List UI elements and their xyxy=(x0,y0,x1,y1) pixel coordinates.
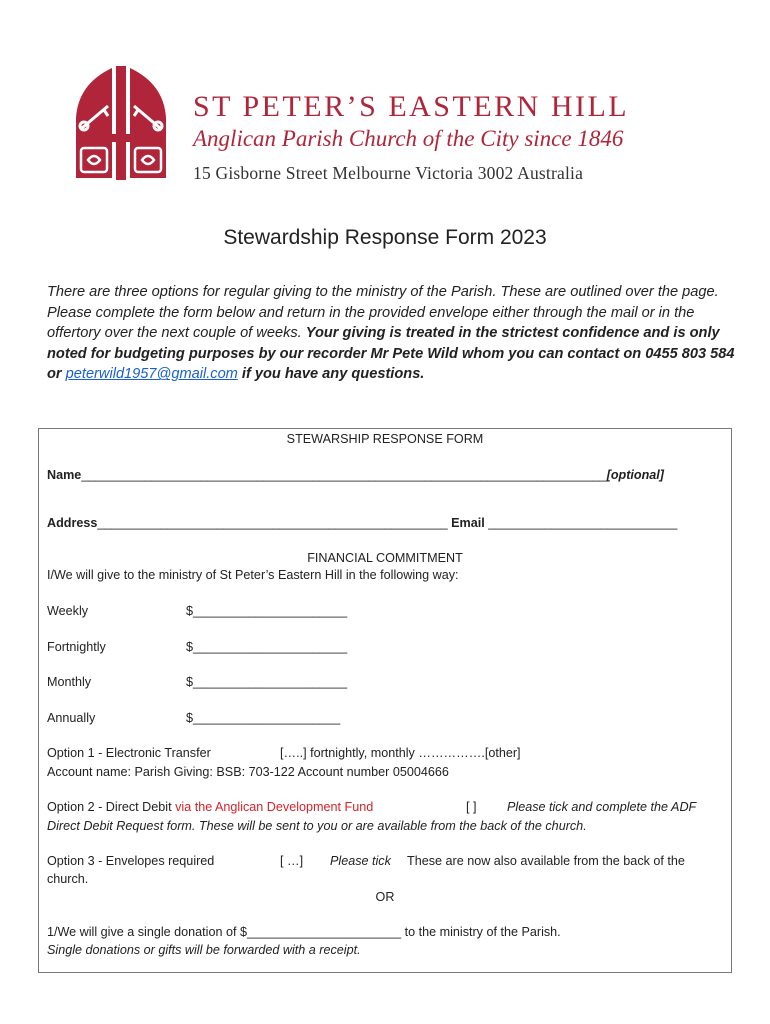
weekly-amount-field[interactable]: $______________________ xyxy=(186,604,348,618)
name-label: Name xyxy=(47,468,82,482)
optional-label: [optional] xyxy=(606,468,664,482)
option2-note: Please tick and complete the ADF xyxy=(507,800,697,814)
form-heading: STEWARSHIP RESPONSE FORM xyxy=(286,432,484,446)
annually-label: Annually xyxy=(47,711,96,725)
parish-name: ST PETER’S EASTERN HILL xyxy=(193,90,630,123)
weekly-label: Weekly xyxy=(47,604,89,618)
parish-logo-icon xyxy=(74,66,168,180)
single-donation-row xyxy=(47,925,561,939)
option1-frequency-choice[interactable]: […..] fortnightly, monthly …………….[other] xyxy=(280,746,521,760)
option2-note-continued: Direct Debit Request form. These will be sent to you or are available from the back of the church. xyxy=(47,819,587,833)
commitment-text: I/We will give to the ministry of St Peter’s Eastern Hill in the following way: xyxy=(47,568,459,582)
option2-row xyxy=(47,800,373,814)
single-donation-field[interactable]: ______________________ xyxy=(247,925,402,939)
parish-address: 15 Gisborne Street Melbourne Victoria 3002 Australia xyxy=(193,163,584,183)
email-label: Email xyxy=(451,516,485,530)
or-divider: OR xyxy=(375,890,395,904)
email-field[interactable]: ___________________________ xyxy=(488,516,678,530)
name-row xyxy=(47,468,664,482)
commitment-heading: FINANCIAL COMMITMENT xyxy=(307,551,463,565)
option3-label: Option 3 - Envelopes required xyxy=(47,854,215,868)
fortnightly-label: Fortnightly xyxy=(47,640,106,654)
address-field[interactable]: __________________________________________________ xyxy=(97,516,448,530)
address-row xyxy=(47,516,677,530)
option1-label: Option 1 - Electronic Transfer xyxy=(47,746,211,760)
option3-note-continued: church. xyxy=(47,872,89,886)
option2-label: Option 2 - Direct Debit xyxy=(47,800,176,814)
name-field[interactable]: ___________________________________________________________________________ xyxy=(81,468,607,482)
intro-text: There are three options for regular giving to the ministry of the Parish. These are outlined over the page. Please complete the form below and return in the provided envelope either through the mail or in the offertory over the next couple of weeks. xyxy=(47,284,719,342)
option2-checkbox[interactable]: [ ] xyxy=(466,800,477,814)
intro-paragraph xyxy=(47,282,737,385)
page-title: Stewardship Response Form 2023 xyxy=(223,226,547,249)
monthly-label: Monthly xyxy=(47,675,92,689)
option1-account-details: Account name: Parish Giving: BSB: 703-122 Account number 05004666 xyxy=(47,765,449,779)
annually-amount-field[interactable]: $_____________________ xyxy=(186,711,341,725)
option3-note: These are now also available from the back of the xyxy=(407,854,685,868)
option2-adf-text: via the Anglican Development Fund xyxy=(175,800,374,814)
intro-closing-text: if you have any questions. xyxy=(237,366,425,383)
option3-tick-label: Please tick xyxy=(330,854,391,868)
option3-checkbox[interactable]: [ …] xyxy=(280,854,304,868)
recorder-email-link[interactable]: peterwild1957@gmail.com xyxy=(65,366,238,383)
monthly-amount-field[interactable]: $______________________ xyxy=(186,675,348,689)
intro-confidential-text: Your giving is treated in the strictest confidence and is only noted for budgeting purposes by our recorder Mr Pete Wild whom you can contact on 0455 803 584 or xyxy=(47,325,735,383)
address-label: Address xyxy=(47,516,98,530)
single-donation-tail: to the ministry of the Parish. xyxy=(401,925,561,939)
single-donation-note: Single donations or gifts will be forwarded with a receipt. xyxy=(47,943,361,957)
fortnightly-amount-field[interactable]: $______________________ xyxy=(186,640,348,654)
single-donation-label: 1/We will give a single donation of $ xyxy=(47,925,247,939)
parish-subtitle: Anglican Parish Church of the City since 1846 xyxy=(193,126,624,151)
